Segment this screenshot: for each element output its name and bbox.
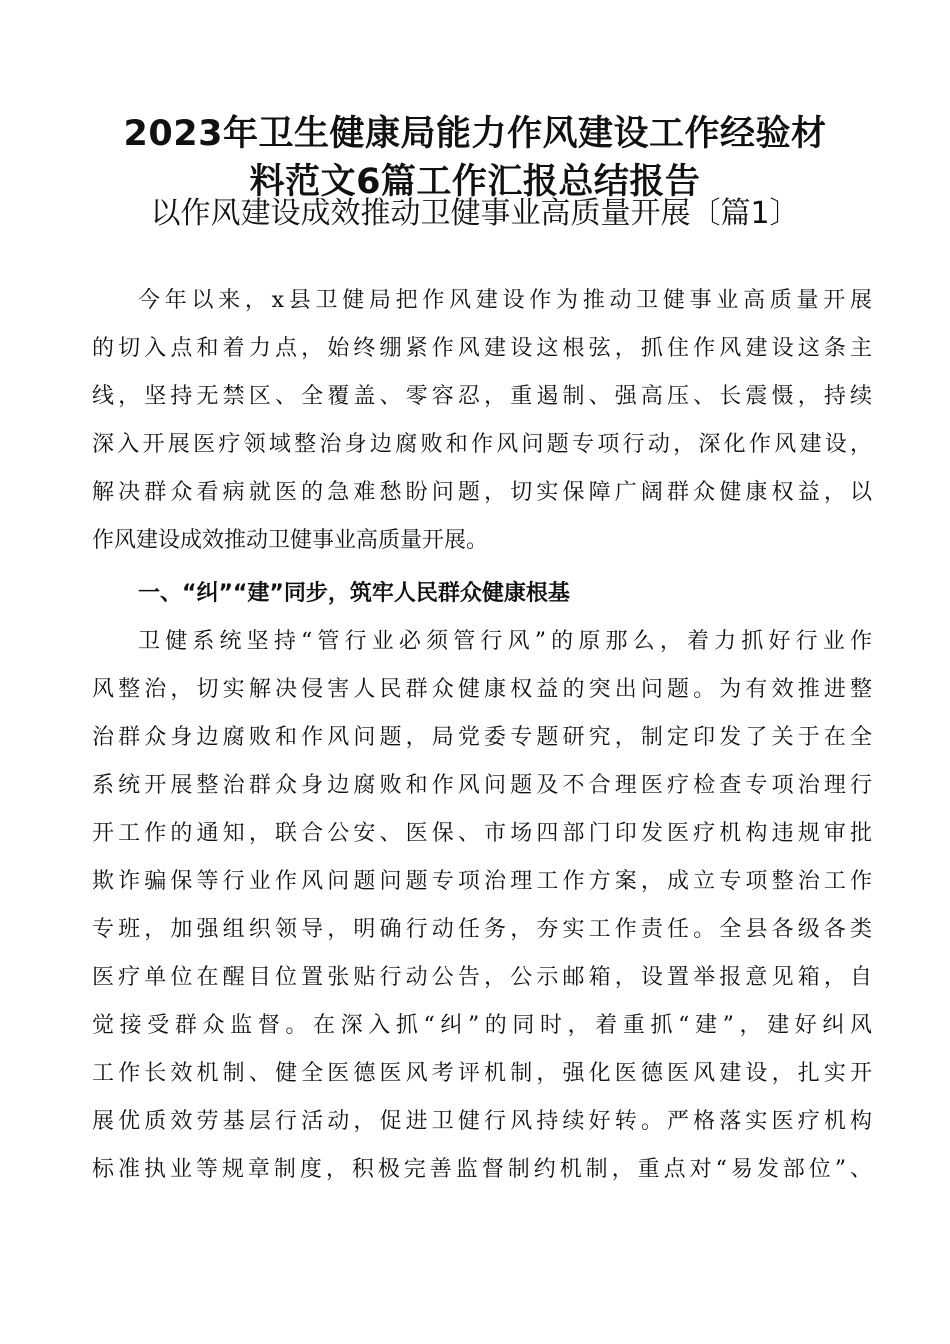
text-line: 开工作的通知，联合公安、医保、市场四部门印发医疗机构违规审批 (92, 821, 872, 846)
document-title (80, 110, 870, 206)
text-line: 欺诈骗保等行业作风问题问题专项治理工作方案，成立专项整治工作 (92, 869, 872, 894)
title-line: 料范文6篇工作汇报总结报告 (249, 162, 701, 202)
text-line: 风整治，切实解决侵害人民群众健康权益的突出问题。为有效推进整 (92, 677, 872, 702)
text-line: 觉接受群众监督。在深入抓“纠”的同时，着重抓“建”，建好纠风 (92, 1013, 872, 1038)
text-line: 卫健系统坚持“管行业必须管行风”的原那么，着力抓好行业作 (138, 629, 872, 654)
paragraph-intro (92, 277, 872, 565)
text-line: 工作长效机制、健全医德医风考评机制，强化医德医风建设，扎实开 (92, 1061, 872, 1086)
text-line: 的切入点和着力点，始终绷紧作风建设这根弦，抓住作风建设这条主 (92, 336, 872, 361)
text-line: 今年以来，x县卫健局把作风建设作为推动卫健事业高质量开展 (138, 288, 872, 313)
section-heading (92, 570, 872, 618)
section-subtitle: 以作风建设成效推动卫健事业高质量开展〔篇1〕 (150, 196, 800, 231)
text-line: 作风建设成效推动卫健事业高质量开展。 (92, 528, 489, 553)
heading-text: 一、“纠”“建”同步，筑牢人民群众健康根基 (138, 581, 570, 606)
text-line: 线，坚持无禁区、全覆盖、零容忍，重遏制、强高压、长震慑，持续 (92, 384, 872, 409)
text-line: 解决群众看病就医的急难愁盼问题，切实保障广阔群众健康权益，以 (92, 480, 872, 505)
text-line: 深入开展医疗领域整治身边腐败和作风问题专项行动，深化作风建设， (92, 432, 872, 457)
text-line: 治群众身边腐败和作风问题，局党委专题研究，制定印发了关于在全 (92, 725, 872, 750)
text-line: 系统开展整治群众身边腐败和作风问题及不合理医疗检查专项治理行 (92, 773, 872, 798)
text-line: 展优质效劳基层行活动，促进卫健行风持续好转。严格落实医疗机构 (92, 1109, 872, 1134)
text-line: 医疗单位在醒目位置张贴行动公告，公示邮箱，设置举报意见箱，自 (92, 965, 872, 990)
paragraph-section-1 (92, 618, 872, 1194)
title-line: 2023年卫生健康局能力作风建设工作经验材 (123, 114, 827, 154)
text-line: 专班，加强组织领导，明确行动任务，夯实工作责任。全县各级各类 (92, 917, 872, 942)
text-line: 标准执业等规章制度，积极完善监督制约机制，重点对“易发部位”、 (92, 1157, 872, 1182)
